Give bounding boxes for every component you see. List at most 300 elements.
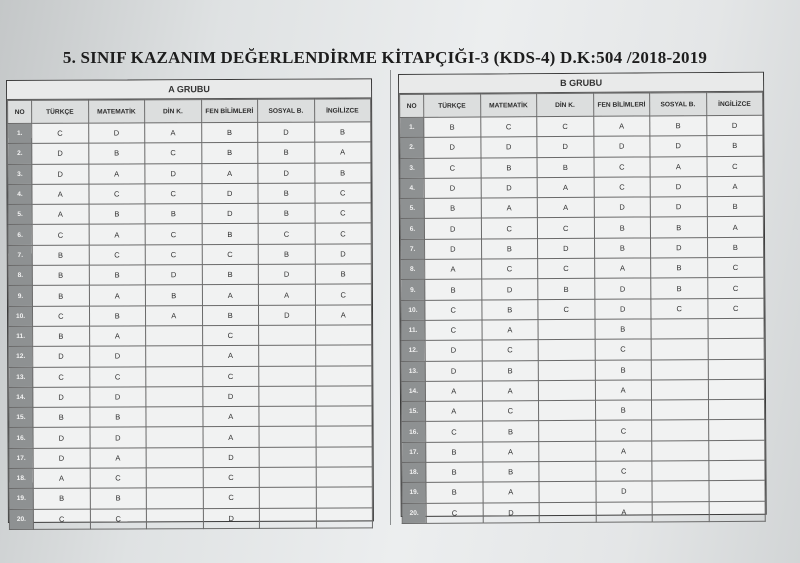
group-a-answer-cell: D bbox=[258, 163, 315, 184]
group-a-answer-cell bbox=[316, 487, 373, 508]
group-a-answer-cell: D bbox=[203, 447, 260, 468]
group-b-question-number: 1. bbox=[400, 117, 424, 137]
group-a-answer-cell: C bbox=[203, 467, 260, 488]
group-b-answer-cell: B bbox=[594, 238, 651, 259]
group-a-column-header: TÜRKÇE bbox=[32, 100, 89, 123]
group-a-table-row bbox=[8, 264, 371, 286]
group-a-answer-cell: B bbox=[33, 407, 90, 428]
group-b-question-number: 16. bbox=[402, 422, 426, 442]
group-a-table bbox=[7, 98, 373, 530]
group-a-answer-cell: D bbox=[89, 387, 146, 408]
group-b-answer-cell bbox=[708, 460, 765, 481]
group-b-column-header: DİN K. bbox=[537, 93, 594, 116]
group-a-answer-cell: D bbox=[203, 508, 260, 529]
group-b-answer-cell bbox=[539, 502, 596, 523]
group-a-column-header: MATEMATİK bbox=[88, 100, 145, 123]
group-b-table-row bbox=[401, 298, 764, 321]
group-a-answer-cell: D bbox=[90, 427, 147, 448]
group-a-answer-cell bbox=[316, 467, 373, 488]
group-a-answer-cell bbox=[259, 508, 316, 529]
group-a-answer-cell bbox=[146, 407, 203, 428]
group-b-answer-cell: B bbox=[426, 442, 483, 463]
group-b-answer-cell: B bbox=[481, 238, 538, 259]
group-a-answer-cell bbox=[146, 488, 203, 509]
group-a-question-number: 4. bbox=[8, 184, 32, 204]
group-a-answer-cell bbox=[259, 366, 316, 387]
group-b-answer-cell bbox=[539, 482, 596, 503]
group-a-question-number: 3. bbox=[8, 164, 32, 184]
group-a-answer-cell: D bbox=[258, 305, 315, 326]
group-a-answer-cell: A bbox=[89, 326, 146, 347]
group-b-table-row bbox=[400, 156, 763, 179]
group-b-answer-cell: D bbox=[425, 340, 482, 361]
group-b-answer-cell: B bbox=[482, 360, 539, 381]
group-b-answer-cell: B bbox=[538, 279, 595, 300]
group-b-answer-cell: A bbox=[537, 197, 594, 218]
group-b-answer-cell: A bbox=[425, 259, 482, 280]
group-a-answer-cell: B bbox=[314, 122, 371, 143]
group-b-answer-cell: C bbox=[594, 157, 651, 178]
group-b-answer-cell: D bbox=[481, 178, 538, 199]
group-a-answer-cell: A bbox=[258, 285, 315, 306]
group-a-answer-cell: B bbox=[33, 326, 90, 347]
group-a-answer-cell: C bbox=[32, 225, 89, 246]
group-b-header-row bbox=[400, 92, 763, 117]
group-a-question-number: 12. bbox=[9, 347, 33, 367]
group-a-answer-cell: D bbox=[33, 448, 90, 469]
group-a-answer-cell: A bbox=[88, 163, 145, 184]
group-a-answer-cell: C bbox=[315, 203, 372, 224]
group-a-answer-cell: C bbox=[258, 224, 315, 245]
group-b-answer-cell: A bbox=[425, 381, 482, 402]
group-b-answer-cell: C bbox=[482, 401, 539, 422]
group-a-answer-cell: B bbox=[89, 204, 146, 225]
group-b-question-number: 19. bbox=[402, 483, 426, 503]
group-a-table-row bbox=[8, 183, 371, 205]
group-b-answer-cell: A bbox=[595, 380, 652, 401]
group-b-question-number: 8. bbox=[401, 259, 425, 279]
group-b-answer-cell: D bbox=[706, 115, 763, 136]
group-a-answer-cell: C bbox=[89, 245, 146, 266]
group-a-column-header: FEN BİLİMLERİ bbox=[201, 99, 258, 122]
group-a-answer-cell: C bbox=[89, 366, 146, 387]
group-a-answer-cell: B bbox=[258, 244, 315, 265]
group-b-answer-cell: B bbox=[424, 198, 481, 219]
group-b-answer-cell: D bbox=[594, 197, 651, 218]
group-a-answer-cell: C bbox=[32, 306, 89, 327]
group-a-question-number: 18. bbox=[9, 468, 33, 488]
group-a-answer-cell: B bbox=[202, 224, 259, 245]
group-a-answer-cell: A bbox=[33, 468, 90, 489]
group-a-answer-cell bbox=[146, 326, 203, 347]
group-b-answer-cell bbox=[708, 481, 765, 502]
group-b-table-row bbox=[402, 460, 765, 483]
group-b-question-number: 13. bbox=[401, 361, 425, 381]
group-a-table-row bbox=[9, 487, 372, 509]
group-b-answer-cell: D bbox=[594, 278, 651, 299]
group-b-answer-cell: B bbox=[481, 157, 538, 178]
group-a-answer-cell: A bbox=[315, 305, 372, 326]
group-a-answer-cell: A bbox=[145, 305, 202, 326]
group-a-table-row bbox=[9, 365, 372, 387]
group-b-answer-cell: B bbox=[651, 278, 708, 299]
group-a-answer-cell: C bbox=[202, 366, 259, 387]
group-a-table-row bbox=[8, 122, 371, 144]
group-a-question-number: 9. bbox=[8, 286, 32, 306]
group-a-answer-cell: A bbox=[145, 123, 202, 144]
group-a-answer-cell bbox=[316, 508, 373, 529]
group-b-answer-cell: C bbox=[481, 218, 538, 239]
group-a-question-number: 1. bbox=[8, 123, 32, 143]
group-a-answer-cell: B bbox=[258, 183, 315, 204]
group-b-column-header: MATEMATİK bbox=[480, 94, 537, 117]
group-b-answer-cell: A bbox=[482, 320, 539, 341]
group-a-answer-cell: C bbox=[88, 184, 145, 205]
group-a-table-row bbox=[8, 163, 371, 185]
group-b-question-number: 9. bbox=[401, 280, 425, 300]
group-a-answer-cell: B bbox=[201, 143, 258, 164]
group-b-answer-cell: B bbox=[594, 217, 651, 238]
group-a-answer-cell: C bbox=[202, 325, 259, 346]
group-b-answer-cell bbox=[538, 400, 595, 421]
group-b-answer-cell: B bbox=[595, 360, 652, 381]
group-a-answer-cell: C bbox=[202, 244, 259, 265]
group-a-answer-cell: D bbox=[201, 183, 258, 204]
group-b-answer-cell bbox=[708, 440, 765, 461]
group-b-table bbox=[399, 92, 766, 524]
group-a-answer-cell: B bbox=[89, 407, 146, 428]
group-a-table-row bbox=[9, 508, 372, 530]
group-a-answer-cell: A bbox=[90, 448, 147, 469]
group-b-table-row bbox=[401, 379, 764, 402]
group-b-answer-cell bbox=[651, 379, 708, 400]
group-b-question-number: 2. bbox=[400, 138, 424, 158]
group-b-answer-cell: A bbox=[481, 198, 538, 219]
group-a-answer-cell: A bbox=[314, 142, 371, 163]
group-a-answer-cell bbox=[259, 406, 316, 427]
group-a-question-number: 11. bbox=[9, 326, 33, 346]
group-b-question-number: 20. bbox=[402, 503, 426, 523]
group-b-answer-cell: C bbox=[707, 156, 764, 177]
group-b-answer-cell: C bbox=[707, 298, 764, 319]
divider bbox=[390, 70, 391, 525]
group-a-question-number: 14. bbox=[9, 387, 33, 407]
group-b-column-header: TÜRKÇE bbox=[424, 94, 481, 117]
group-a-answer-cell: D bbox=[88, 123, 145, 144]
group-a-table-row bbox=[9, 325, 372, 347]
group-b-table-row bbox=[401, 257, 764, 280]
group-a-column-header: NO bbox=[8, 100, 32, 123]
group-b-table-row bbox=[400, 115, 763, 138]
group-b-answer-cell: C bbox=[538, 258, 595, 279]
group-a-answer-cell bbox=[259, 447, 316, 468]
group-a-question-number: 5. bbox=[8, 205, 32, 225]
group-a-table-row bbox=[9, 406, 372, 428]
group-a-answer-cell: C bbox=[90, 509, 147, 530]
group-b-answer-cell: A bbox=[482, 482, 539, 503]
group-b-answer-cell: D bbox=[594, 299, 651, 320]
group-b-answer-cell: D bbox=[593, 136, 650, 157]
group-a-header: A GRUBU bbox=[7, 79, 371, 100]
group-a-answer-cell bbox=[259, 386, 316, 407]
group-b-answer-cell bbox=[652, 420, 709, 441]
group-b-table-row bbox=[402, 440, 765, 463]
group-a-answer-cell: A bbox=[203, 427, 260, 448]
group-a-answer-cell bbox=[315, 406, 372, 427]
group-b-answer-cell bbox=[538, 340, 595, 361]
group-b-answer-cell: D bbox=[425, 361, 482, 382]
group-b-answer-cell bbox=[538, 319, 595, 340]
group-b-answer-cell: A bbox=[707, 217, 764, 238]
group-b-answer-cell: B bbox=[426, 482, 483, 503]
group-a-answer-cell: A bbox=[202, 346, 259, 367]
group-b-table-row bbox=[402, 481, 765, 504]
group-a-answer-cell: B bbox=[145, 204, 202, 225]
group-b-answer-cell bbox=[652, 461, 709, 482]
group-a-table-row bbox=[9, 386, 372, 408]
group-a-answer-cell bbox=[146, 468, 203, 489]
group-a-answer-cell: D bbox=[33, 428, 90, 449]
group-b-answer-cell bbox=[539, 441, 596, 462]
group-a-answer-cell: B bbox=[314, 163, 371, 184]
group-a-answer-cell: B bbox=[145, 285, 202, 306]
group-a-answer-cell: B bbox=[202, 305, 259, 326]
group-a-question-number: 17. bbox=[9, 448, 33, 468]
group-b-question-number: 7. bbox=[401, 239, 425, 259]
group-b-answer-cell bbox=[651, 339, 708, 360]
group-b-answer-cell: D bbox=[424, 218, 481, 239]
group-a-answer-cell: A bbox=[202, 285, 259, 306]
group-b-answer-cell: A bbox=[595, 441, 652, 462]
group-b-answer-cell: B bbox=[707, 237, 764, 258]
group-a-column-header: İNGİLİZCE bbox=[314, 99, 371, 122]
group-b-table-row bbox=[401, 318, 764, 341]
group-a-answer-cell: D bbox=[145, 265, 202, 286]
group-b-answer-cell: A bbox=[482, 441, 539, 462]
group-a-answer-cell: C bbox=[145, 143, 202, 164]
group-b-answer-cell: C bbox=[595, 339, 652, 360]
group-b-answer-cell: D bbox=[425, 239, 482, 260]
group-b-answer-cell: C bbox=[425, 300, 482, 321]
group-a-answer-cell: D bbox=[89, 346, 146, 367]
group-b-question-number: 18. bbox=[402, 462, 426, 482]
group-b-answer-cell: C bbox=[595, 420, 652, 441]
group-b-answer-cell: D bbox=[537, 137, 594, 158]
group-b-answer-cell: A bbox=[596, 502, 653, 523]
group-a-column-header: DİN K. bbox=[145, 100, 202, 123]
group-b-column-header: SOSYAL B. bbox=[650, 93, 707, 116]
group-b-question-number: 17. bbox=[402, 442, 426, 462]
group-b-answer-cell bbox=[707, 318, 764, 339]
group-b-answer-cell bbox=[651, 359, 708, 380]
group-b-table-row bbox=[402, 399, 765, 422]
group-b-answer-cell: C bbox=[481, 259, 538, 280]
group-a-answer-cell bbox=[316, 426, 373, 447]
group-b-answer-cell: B bbox=[595, 319, 652, 340]
group-a-answer-cell: C bbox=[315, 284, 372, 305]
group-a-answer-cell: B bbox=[32, 286, 89, 307]
group-a-answer-cell: B bbox=[258, 203, 315, 224]
group-a-answer-cell: C bbox=[33, 509, 90, 530]
group-b-header: B GRUBU bbox=[399, 73, 763, 94]
group-a-answer-cell bbox=[315, 345, 372, 366]
group-b-table-row bbox=[400, 217, 763, 240]
group-b-answer-cell: D bbox=[650, 197, 707, 218]
group-b-answer-cell: D bbox=[481, 279, 538, 300]
group-b-table-row bbox=[401, 237, 764, 260]
group-b-answer-cell: C bbox=[482, 340, 539, 361]
group-b-answer-cell: B bbox=[650, 116, 707, 137]
group-b-question-number: 6. bbox=[400, 219, 424, 239]
group-b-question-number: 3. bbox=[400, 158, 424, 178]
group-b-column-header: NO bbox=[400, 94, 424, 117]
group-b-answer-cell: B bbox=[707, 196, 764, 217]
page-title: 5. SINIF KAZANIM DEĞERLENDİRME KİTAPÇIĞI-3 (KDS-4) D.K:504 /2018-2019 bbox=[62, 48, 708, 67]
group-a-answer-cell bbox=[259, 325, 316, 346]
group-b-answer-cell: B bbox=[425, 279, 482, 300]
group-b-answer-cell bbox=[538, 360, 595, 381]
group-b-answer-cell: B bbox=[650, 217, 707, 238]
group-a-question-number: 6. bbox=[8, 225, 32, 245]
group-b-answer-cell: C bbox=[707, 278, 764, 299]
group-a-answer-cell: D bbox=[33, 387, 90, 408]
group-b-answer-cell: C bbox=[426, 421, 483, 442]
group-b-answer-cell bbox=[708, 379, 765, 400]
group-b-question-number: 4. bbox=[400, 178, 424, 198]
group-a-answer-cell: C bbox=[314, 183, 371, 204]
group-b-table-row bbox=[400, 196, 763, 219]
group-a-table-row bbox=[8, 142, 371, 164]
group-b-answer-cell bbox=[708, 339, 765, 360]
group-a-answer-cell: C bbox=[33, 367, 90, 388]
group-a-question-number: 7. bbox=[8, 245, 32, 265]
group-a-answer-cell: D bbox=[145, 163, 202, 184]
group-b-table-row bbox=[400, 136, 763, 159]
group-b-answer-cell bbox=[651, 319, 708, 340]
group-a-table-row bbox=[8, 223, 371, 245]
group-a-answer-cell bbox=[315, 386, 372, 407]
group-b-table-row bbox=[402, 420, 765, 443]
group-a-answer-cell: C bbox=[90, 468, 147, 489]
group-a-question-number: 15. bbox=[9, 408, 33, 428]
group-b-answer-cell: C bbox=[537, 116, 594, 137]
group-a-table-row bbox=[8, 305, 371, 327]
group-a-answer-cell: B bbox=[201, 122, 258, 143]
group-b-answer-cell: D bbox=[424, 137, 481, 158]
group-b-answer-cell bbox=[708, 399, 765, 420]
group-a-answer-cell: C bbox=[145, 184, 202, 205]
group-a-answer-cell: B bbox=[89, 265, 146, 286]
group-a-answer-cell: B bbox=[202, 264, 259, 285]
group-a-table-row bbox=[9, 447, 372, 469]
group-b-answer-cell bbox=[652, 481, 709, 502]
group-b-answer-cell: C bbox=[425, 320, 482, 341]
group-a-answer-cell bbox=[146, 427, 203, 448]
group-a-answer-cell: D bbox=[202, 386, 259, 407]
group-a-answer-cell bbox=[259, 467, 316, 488]
group-b-answer-cell: C bbox=[595, 461, 652, 482]
group-b-answer-cell: B bbox=[651, 258, 708, 279]
group-a-answer-cell: B bbox=[315, 264, 372, 285]
group-b-answer-cell bbox=[539, 421, 596, 442]
group-a-question-number: 13. bbox=[9, 367, 33, 387]
group-b-answer-cell bbox=[651, 400, 708, 421]
group-a-answer-cell: D bbox=[32, 143, 89, 164]
group-b-answer-cell: C bbox=[426, 503, 483, 524]
group-b-answer-cell: A bbox=[707, 176, 764, 197]
group-b-answer-cell: A bbox=[537, 177, 594, 198]
group-a-table-row bbox=[8, 284, 371, 306]
group-b-answer-cell bbox=[539, 461, 596, 482]
group-b-panel bbox=[398, 72, 767, 517]
group-a-answer-cell: C bbox=[32, 123, 89, 144]
group-a-answer-cell: B bbox=[33, 488, 90, 509]
group-b-question-number: 5. bbox=[400, 199, 424, 219]
group-a-answer-cell: A bbox=[32, 204, 89, 225]
group-a-answer-cell bbox=[146, 508, 203, 529]
group-b-table-row bbox=[401, 359, 764, 382]
group-a-question-number: 10. bbox=[8, 306, 32, 326]
group-a-header-row bbox=[8, 99, 371, 124]
group-b-answer-cell: B bbox=[537, 157, 594, 178]
group-a-answer-cell bbox=[146, 366, 203, 387]
group-a-answer-cell: B bbox=[88, 143, 145, 164]
group-a-answer-cell: D bbox=[33, 346, 90, 367]
group-a-answer-cell bbox=[259, 487, 316, 508]
group-a-answer-cell: D bbox=[315, 244, 372, 265]
group-a-question-number: 8. bbox=[8, 265, 32, 285]
group-a-column-header: SOSYAL B. bbox=[258, 99, 315, 122]
group-b-question-number: 10. bbox=[401, 300, 425, 320]
group-b-answer-cell: D bbox=[595, 481, 652, 502]
group-b-answer-cell bbox=[708, 359, 765, 380]
group-a-answer-cell bbox=[259, 345, 316, 366]
group-b-answer-cell: C bbox=[424, 158, 481, 179]
group-b-answer-cell: C bbox=[651, 298, 708, 319]
group-a-answer-cell bbox=[146, 346, 203, 367]
group-b-answer-cell: B bbox=[595, 400, 652, 421]
group-b-column-header: İNGİLİZCE bbox=[706, 92, 763, 115]
group-a-answer-cell: A bbox=[32, 184, 89, 205]
group-b-question-number: 11. bbox=[401, 320, 425, 340]
group-b-answer-cell: C bbox=[537, 218, 594, 239]
group-b-answer-cell: A bbox=[482, 381, 539, 402]
group-a-answer-cell bbox=[316, 447, 373, 468]
group-a-answer-cell: A bbox=[89, 285, 146, 306]
group-a-table-row bbox=[8, 203, 371, 225]
group-a-answer-cell bbox=[146, 447, 203, 468]
group-b-answer-cell: D bbox=[483, 502, 540, 523]
group-b-answer-cell: D bbox=[480, 137, 537, 158]
group-a-answer-cell bbox=[146, 387, 203, 408]
group-a-answer-cell: C bbox=[145, 224, 202, 245]
group-b-answer-cell: D bbox=[538, 238, 595, 259]
group-b-answer-cell bbox=[652, 440, 709, 461]
group-b-question-number: 15. bbox=[402, 401, 426, 421]
group-a-answer-cell: C bbox=[203, 488, 260, 509]
group-a-question-number: 16. bbox=[9, 428, 33, 448]
group-a-answer-cell: B bbox=[32, 245, 89, 266]
group-a-answer-cell: D bbox=[258, 264, 315, 285]
group-a-answer-cell: A bbox=[202, 407, 259, 428]
group-a-answer-cell bbox=[315, 325, 372, 346]
group-b-answer-cell bbox=[652, 501, 709, 522]
group-b-question-number: 14. bbox=[401, 381, 425, 401]
group-b-answer-cell: B bbox=[482, 421, 539, 442]
group-a-answer-cell: B bbox=[32, 265, 89, 286]
group-b-table-row bbox=[400, 176, 763, 199]
group-b-question-number: 12. bbox=[401, 341, 425, 361]
